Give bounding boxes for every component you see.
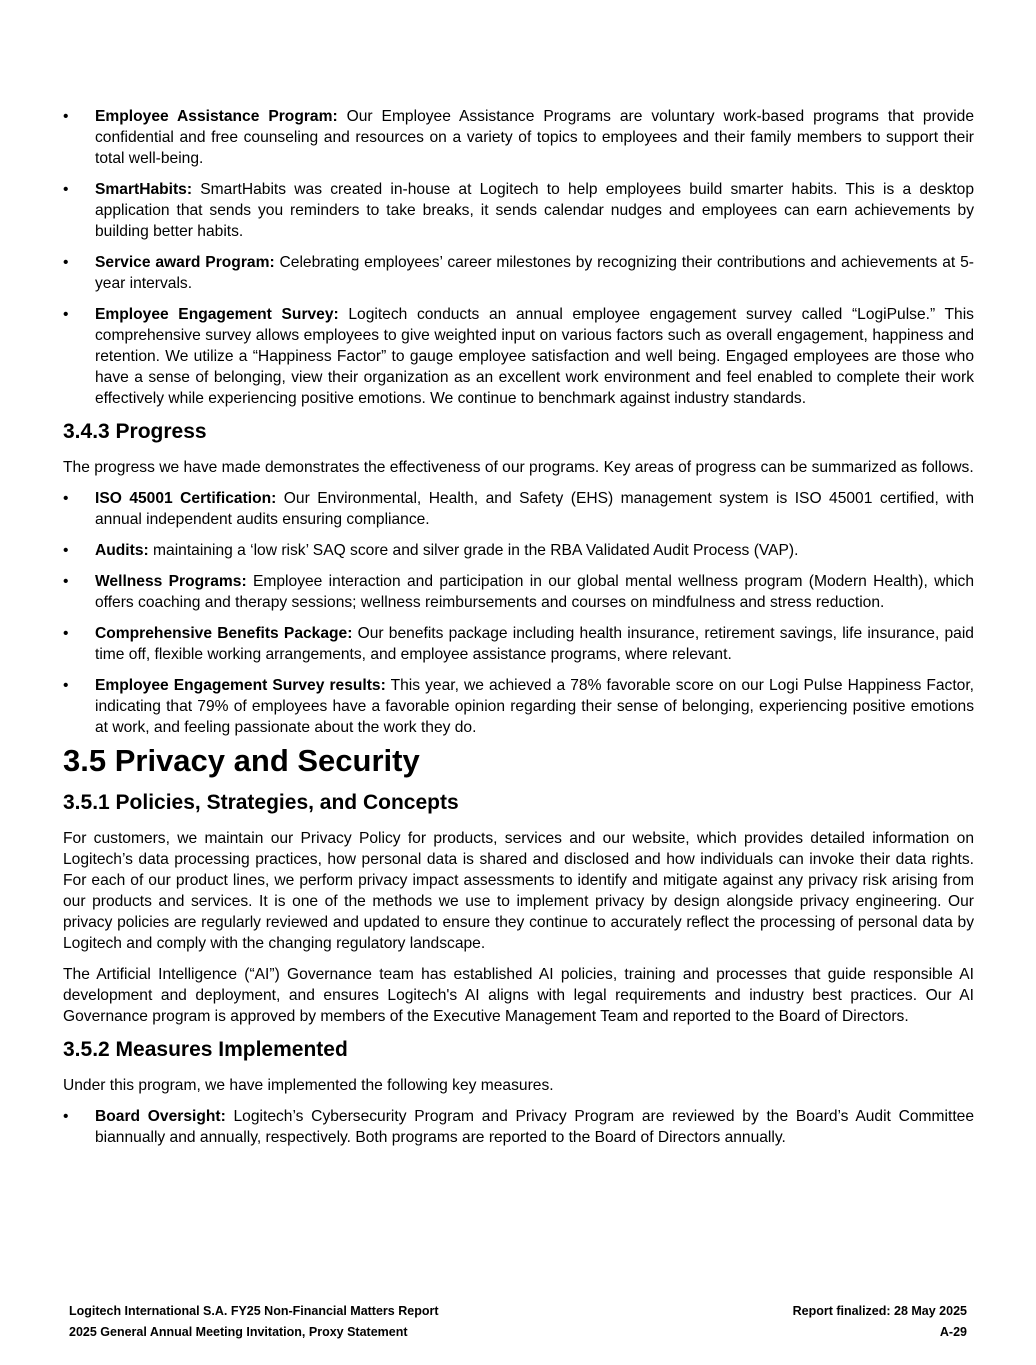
- list-item: [63, 488, 974, 530]
- progress-heading: 3.4.3 Progress: [63, 420, 207, 443]
- bullet-label: Board Oversight:: [95, 1108, 226, 1125]
- bullet-label: Service award Program:: [95, 254, 275, 271]
- bullet-text: maintaining a ‘low risk’ SAQ score and silver grade in the RBA Validated Audit Process (VAP).: [148, 542, 799, 559]
- list-item: [63, 1106, 974, 1148]
- bullet-label: Employee Engagement Survey:: [95, 306, 339, 323]
- progress-bullet-list: [63, 488, 974, 738]
- page-footer: [69, 1301, 967, 1343]
- footer-document-title: 2025 General Annual Meeting Invitation, Proxy Statement: [69, 1325, 408, 1339]
- measures-bullet-list: [63, 1106, 974, 1148]
- list-item: [63, 252, 974, 294]
- bullet-text: This year, we achieved a 78% favorable score on our Logi Pulse Happiness Factor, indicating that 79% of employees have a favorable opinion regarding their sense of belonging, experiencing positive emotions at work, and feeling passionate about the work they do.: [95, 677, 974, 736]
- bullet-icon: •: [63, 1108, 69, 1125]
- bullet-label: Employee Assistance Program:: [95, 108, 338, 125]
- list-item: [63, 571, 974, 613]
- page-content: [63, 106, 974, 1158]
- bullet-icon: •: [63, 306, 69, 323]
- list-item: [63, 540, 974, 561]
- progress-intro: The progress we have made demonstrates the effectiveness of our programs. Key areas of progress can be summarized as follows.: [63, 459, 974, 476]
- wellbeing-bullet-list: [63, 106, 974, 409]
- privacy-heading: 3.5 Privacy and Security: [63, 743, 420, 778]
- bullet-label: SmartHabits:: [95, 181, 193, 198]
- bullet-text: Employee interaction and participation in our global mental wellness program (Modern Health), which offers coaching and therapy sessions; wellness reimbursements and courses on mindfulness and stress reduction.: [95, 573, 974, 611]
- list-item: [63, 179, 974, 242]
- bullet-text: Celebrating employees’ career milestones by recognizing their contributions and achievements at 5-year intervals.: [95, 254, 975, 292]
- bullet-icon: •: [63, 254, 69, 271]
- bullet-text: Our Employee Assistance Programs are voluntary work-based programs that provide confidential and free counseling and resources on a variety of topics to employees and their family members to support their total well-being.: [95, 108, 975, 167]
- bullet-label: Employee Engagement Survey results:: [95, 677, 386, 694]
- bullet-label: Comprehensive Benefits Package:: [95, 625, 353, 642]
- bullet-text: Our Environmental, Health, and Safety (EHS) management system is ISO 45001 certified, with annual independent audits ensuring compliance.: [95, 490, 974, 528]
- list-item: [63, 106, 974, 169]
- list-item: [63, 304, 974, 409]
- bullet-icon: •: [63, 677, 69, 694]
- bullet-icon: •: [63, 181, 69, 198]
- policies-heading: 3.5.1 Policies, Strategies, and Concepts: [63, 791, 459, 814]
- footer-report-title: Logitech International S.A. FY25 Non-Financial Matters Report: [69, 1304, 439, 1318]
- bullet-icon: •: [63, 490, 69, 507]
- bullet-icon: •: [63, 108, 69, 125]
- footer-finalized-date: Report finalized: 28 May 2025: [792, 1304, 967, 1318]
- bullet-icon: •: [63, 573, 69, 590]
- bullet-label: ISO 45001 Certification:: [95, 490, 277, 507]
- measures-heading: 3.5.2 Measures Implemented: [63, 1038, 348, 1061]
- policies-paragraph-1: For customers, we maintain our Privacy Policy for products, services and our website, which provides detailed information on Logitech’s data processing practices, how personal data is shared and disclosed and how individuals can invoke their data rights. For each of our product lines, we perform privacy impact assessments to identify and mitigate against any privacy risk arising from our products and services. It is one of the methods we use to implement privacy by design alongside privacy engineering. Our privacy policies are regularly reviewed and updated to ensure they continue to accurately reflect the processing of personal data by Logitech and comply with the changing regulatory landscape.: [63, 830, 974, 952]
- bullet-text: Logitech’s Cybersecurity Program and Privacy Program are reviewed by the Board’s Audit Committee biannually and annually, respectively. Both programs are reported to the Board of Directors annually.: [95, 1108, 975, 1146]
- bullet-icon: •: [63, 542, 69, 559]
- footer-page-number: A-29: [939, 1325, 967, 1339]
- bullet-label: Wellness Programs:: [95, 573, 247, 590]
- bullet-text: Our benefits package including health insurance, retirement savings, life insurance, paid time off, flexible working arrangements, and employee assistance programs, where relevant.: [95, 625, 974, 663]
- bullet-label: Audits:: [95, 542, 149, 559]
- list-item: [63, 675, 974, 738]
- bullet-text: SmartHabits was created in-house at Logitech to help employees build smarter habits. This is a desktop application that sends you reminders to take breaks, it sends calendar nudges and employees can earn achievements by building better habits.: [95, 181, 974, 240]
- list-item: [63, 623, 974, 665]
- measures-intro: Under this program, we have implemented the following key measures.: [63, 1077, 554, 1094]
- policies-paragraph-2: The Artificial Intelligence (“AI”) Governance team has established AI policies, training and processes that guide responsible AI development and deployment, and ensures Logitech's AI aligns with legal requirements and industry best practices. Our AI Governance program is approved by members of the Executive Management Team and reported to the Board of Directors.: [63, 966, 974, 1025]
- bullet-icon: •: [63, 625, 69, 642]
- bullet-text: Logitech conducts an annual employee engagement survey called “LogiPulse.” This comprehensive survey allows employees to give weighted input on various factors such as overall engagement, happiness and retention. We utilize a “Happiness Factor” to gauge employee satisfaction and well being. Engaged employees are those who have a sense of belonging, view their organization as an excellent work environment and feel enabled to complete their work effectively while experiencing positive emotions. We continue to benchmark against industry standards.: [95, 306, 974, 407]
